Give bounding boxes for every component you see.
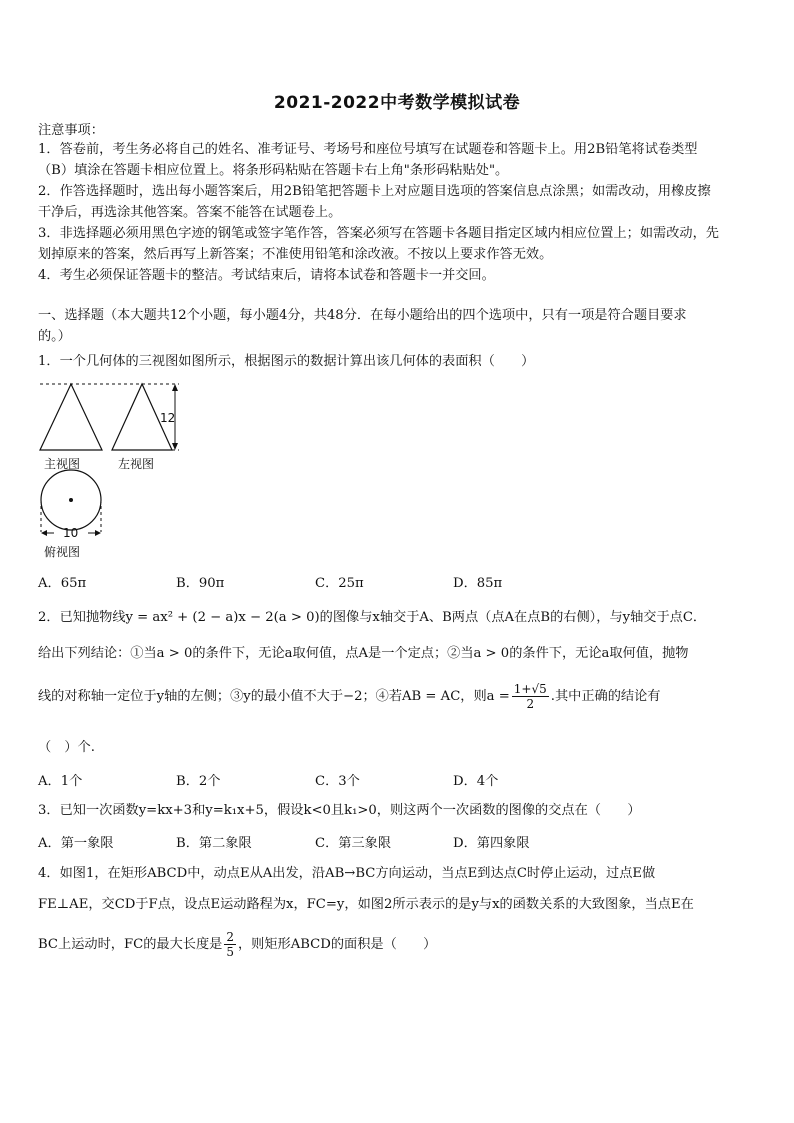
q1-stem: 1．一个几何体的三视图如图所示，根据图示的数据计算出该几何体的表面积（ ） <box>38 354 535 369</box>
q3-option-c: C．第三象限 <box>315 836 392 851</box>
section-heading: 一、选择题（本大题共12个小题，每小题4分，共48分．在每小题给出的四个选项中，只有一项是符合题目要求 <box>38 308 687 323</box>
q1-option-d: D．85π <box>453 576 503 591</box>
q4-line3 <box>38 930 760 959</box>
q3-option-b: B．第二象限 <box>176 836 252 851</box>
q1-option-b: B．90π <box>176 576 225 591</box>
height-label: 12 <box>160 411 176 425</box>
q2-frac-num: 1+√5 <box>513 682 547 696</box>
q4-fraction <box>224 930 236 959</box>
top-view-label: 俯视图 <box>44 545 81 559</box>
q2-line1: 2．已知抛物线y = ax² + (2 − a)x − 2(a > 0)的图像与x轴交于A、B两点（点A在点B的右侧），与y轴交于点C． <box>38 610 707 625</box>
q4-line3-post: ，则矩形ABCD的面积是（ ） <box>237 937 437 952</box>
q1-option-a: A．65π <box>38 576 87 591</box>
q3-stem: 3．已知一次函数y=kx+3和y=k₁x+5，假设k<0且k₁>0，则这两个一次函数的图像的交点在（ ） <box>38 803 641 818</box>
q4-line2: FE⊥AE，交CD于F点，设点E运动路程为x，FC=y，如图2所示表示的是y与x的函数关系的大致图象，当点E在 <box>38 897 694 912</box>
q2-option-c: C．3个 <box>315 774 360 789</box>
front-view-label: 主视图 <box>44 457 81 471</box>
q2-option-a: A．1个 <box>38 774 83 789</box>
width-label: 10 <box>63 526 79 540</box>
section-heading-cont: 的。） <box>38 329 71 344</box>
q4-line3-pre: BC上运动时，FC的最大长度是 <box>38 937 223 952</box>
notice-line: 1．答卷前，考生务必将自己的姓名、准考证号、考场号和座位号填写在试题卷和答题卡上。用2B铅笔将试卷类型 <box>38 142 698 157</box>
q4-line1: 4．如图1，在矩形ABCD中，动点E从A出发，沿AB→BC方向运动，当点E到达点C时停止运动，过点E做 <box>38 866 656 881</box>
q2-line3-pre: 线的对称轴一定位于y轴的左侧；③y的最小值不大于−2；④若AB = AC，则a = <box>38 689 510 704</box>
q3-option-d: D．第四象限 <box>453 836 530 851</box>
q2-frac-den: 2 <box>526 697 535 711</box>
q4-frac-den: 5 <box>226 945 234 959</box>
page-title: 2021-2022中考数学模拟试卷 <box>273 93 521 113</box>
notice-line: 划掉原来的答案，然后再写上新答案；不准使用铅笔和涂改液。不按以上要求作答无效。 <box>38 247 553 262</box>
q2-line3-post: .其中正确的结论有 <box>550 689 661 704</box>
q2-option-d: D．4个 <box>453 774 499 789</box>
q2-line4: （ ）个. <box>38 740 95 755</box>
q2-line3 <box>38 682 760 711</box>
q1-option-c: C．25π <box>315 576 364 591</box>
q2-fraction <box>512 682 549 711</box>
side-view-label: 左视图 <box>118 457 155 471</box>
q4-frac-num: 2 <box>226 930 234 944</box>
q3-option-a: A．第一象限 <box>38 836 114 851</box>
notice-heading: 注意事项： <box>38 123 104 138</box>
notice-line: （B）填涂在答题卡相应位置上。将条形码粘贴在答题卡右上角"条形码粘贴处"。 <box>38 163 509 178</box>
notice-line: 干净后，再选涂其他答案。答案不能答在试题卷上。 <box>38 205 342 220</box>
three-view-figure <box>34 378 194 563</box>
q2-option-b: B．2个 <box>176 774 221 789</box>
q2-line2: 给出下列结论：①当a > 0的条件下，无论a取何值，点A是一个定点；②当a > 0的条件下，无论a取何值，抛物 <box>38 646 689 661</box>
notice-line: 3．非选择题必须用黑色字迹的钢笔或签字笔作答，答案必须写在答题卡各题目指定区域内相应位置上；如需改动，先 <box>38 226 719 241</box>
notice-line: 4．考生必须保证答题卡的整洁。考试结束后，请将本试卷和答题卡一并交回。 <box>38 268 495 283</box>
notice-line: 2．作答选择题时，选出每小题答案后，用2B铅笔把答题卡上对应题目选项的答案信息点涂黑；如需改动，用橡皮擦 <box>38 184 711 199</box>
